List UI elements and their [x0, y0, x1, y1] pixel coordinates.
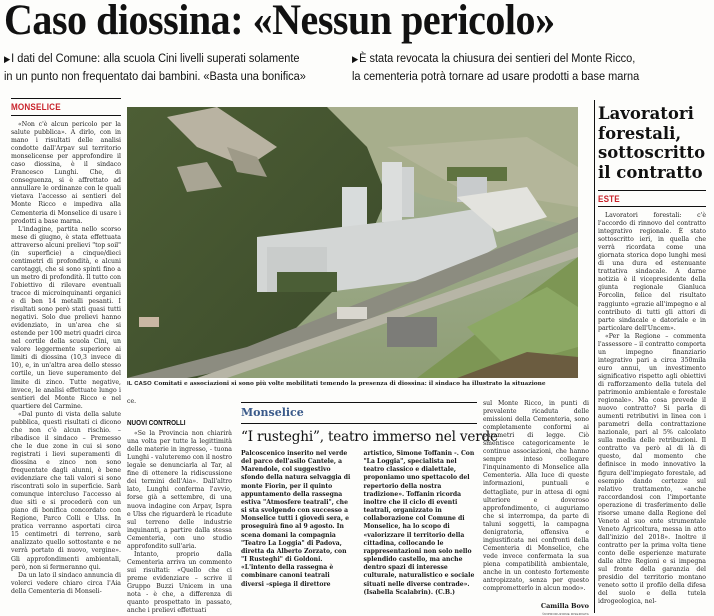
article-paragraph: Da un lato il sindaco annuncia di volerci vedere chiaro circa l'Aia della Cementeria di Monseli-	[11, 571, 121, 595]
divider	[11, 115, 121, 116]
side-article-forestali	[598, 104, 706, 606]
subheadline-left	[4, 50, 342, 85]
divider	[241, 402, 477, 403]
author-signature: Camilla Bovo	[540, 602, 589, 611]
box-kicker: Monselice	[241, 406, 304, 419]
sidebar-article-rusteghi	[241, 402, 498, 597]
article-paragraph-tail: ce.	[127, 398, 137, 405]
box-column-1: Palcoscenico inserito nel verde del parco dell'asilo Cantele, a Marendole, col suggestivo sfondo della natura selvaggia di monte Fiorin, per il quinto appuntamento della rassegna estiva "Atmosfere teatrali", che si sta svolgendo con successo a Monselice tutti i giovedì sera, e proseguirà fino al 9 agosto. In scena domani la compagnia "Teatro La Loggia" di Padova, diretta da Alberto Zorzato, con "I Rusteghi" di Goldoni. «L'intento della rassegna è combinare canoni teatrali diversi –spiega il direttore	[241, 450, 351, 588]
caption-kicker: IL CASO	[127, 381, 152, 387]
article-column-left	[11, 98, 121, 596]
copyright-notice: ©RIPRODUZIONE RISERVATA	[542, 612, 589, 616]
caption-text: Comitati e associazioni si sono più volte mobilitati temendo la presenza di diossina: il sindaco ha illustrato la situazione	[153, 381, 546, 387]
cement-plant-aerial-photo	[127, 107, 578, 378]
section-subhead: NUOVI CONTROLLI	[127, 420, 186, 428]
article-paragraph: «Se la Provincia non chiarirà una volta per tutte la legittimità delle materie in ingresso, - tuona Lunghi - valuteremo con il nostro legale se denunciarla al Tar, al fine di ottenere la ridiscussione dei termini dell'Aia». Dall'altro lato, Lunghi conferma l'avvio, forse già a settembre, di una nuova indagine con Arpav, Ispra e Ulss che riguarderà le ricadute sul terreno delle industrie inquinanti, a partire dalla stessa Cementeria, con uno studio approfondito sull'aria.	[127, 430, 232, 550]
subheadline-right	[352, 50, 708, 85]
section-kicker: MONSELICE	[11, 102, 61, 112]
subheadline-right-line1: È stata revocata la chiusura dei sentieri del Monte Ricco,	[359, 51, 636, 65]
article-paragraph: «Dal punto di vista della salute pubblica, questi risultati ci dicono che non c'è alcun rischio. – ribadisce il sindaco – Premesso che le due zone in cui si sono registrati i lievi superamenti di diossina e zinco non sono frequentate dagli alunni, è bene evidenziare che tali valori si sono riscontrati solo in superficie. Sarà comunque intercluso l'accesso ai due siti e si procederà con un piano di bonifica concordato con Regione, Parco Colli e Ulss. In pratica verranno asportati circa 15 centimetri di terreno, sarà analizzato quello sottostante e ne verrà portato di nuovo, vergine». Gli approfondimenti ambientali, però, non si fermeranno qui.	[11, 410, 121, 571]
side-paragraph: Lavoratori forestali: c'è l'accordo di rinnovo del contratto integrativo regionale. È stato sottoscritto ieri, in quella che verrà ricordata come una giornata storica dopo lunghi mesi di una dura ed estenuante trattativa sindacale. A darne notizia è il vicepresidente della giunta regionale Gianluca Forcolin, felice del risultato raggiunto «grazie all'impegno e al contributo di tutti gli attori di parte sindacale e datoriale e in particolare dell'Uncem».	[598, 212, 706, 332]
side-kicker: ESTE	[598, 194, 620, 204]
side-article-title: Lavoratori forestali, sottoscritto il contratto	[598, 104, 706, 182]
box-column-2: artistico, Simone Toffanin -. Con "La Loggia", specialista nel teatro classico e dialettale, proponiamo uno spettacolo del repertorio della nostra tradizione». Toffanin ricorda inoltre che il ciclo di eventi teatrali, organizzato in collaborazione col Comune di Monselice, ha lo scopo di «valorizzare il territorio della cittadina, collocando le rappresentazioni non solo nello splendido castello, ma anche dentro spazi di interesse culturale, naturalistico e sociale situati nelle diverse contrade». (Isabella Scalabrin). (C.B.)	[363, 450, 475, 596]
side-paragraph: «Per la Regione – commenta l'assessore – il contratto comporta un impegno finanziario integrativo pari a circa 350mila euro annui, un investimento significativo rispetto agli obiettivi di rafforzamento della tutela del patrimonio ambientale e forestale regionale». Ma cosa prevede il nuovo contratto? Si parla di aumenti retributivi in linea con i parametri della contrattazione nazionale, pari al 5% calcolato sulla media delle retribuzioni. Il contratto va però al di là di questo, dal momento che definisce in modo innovativo la figura dell'impiegato forestale, ad esempio dando certezze sul relativo trattamento, «anche raccordandosi con l'importante operazione di trasferimento delle risorse umane dalla Regione del Veneto al suo ente strumentale Veneto Agricoltura, messa in atto dall'inizio del 2018». Inoltre il contratto per la prima volta tiene conto delle esperienze maturate dalle altre Regioni e si impegna sul fronte della garanzia del presidio del territorio montano veneto sotto il profilo della difesa del suolo e della tutela idrogeologica, nel-	[598, 332, 706, 606]
divider	[598, 206, 706, 207]
article-column-middle	[127, 398, 232, 615]
photo-illustration	[127, 107, 578, 378]
column-divider	[594, 100, 595, 613]
subheadline-left-line2: in un punto non frequentato dai bambini. «Basta una bonifica»	[4, 69, 306, 83]
subheadline-left-line1: I dati del Comune: alla scuola Cini livelli superati solamente	[11, 51, 300, 65]
article-paragraph: L'indagine, partita nello scorso mese di giugno, è stata effettuata attraverso alcuni prelievi "top soil" (in superficie) a cinque/dieci centimetri di profondità, e alcuni carotaggi, che si sono spinti fino a un metro di profondità. Il tutto con l'obiettivo di rilevare eventuali tracce di microinquinanti organici e di ben 14 metalli pesanti. I risultati sono però stati quasi tutti negativi. Solo due prelievi hanno evidenziato, in un'area che si estende per 100 metri quadri circa nel cortile della scuola Cini, un valore leggermente superiore ai limiti di diossina (10,3 invece di 10), e, in un'altra area dello stesso cortile, un lieve superamento del limite di zinco. Tutte negative, invece, le analisi effettuate lungo i sentieri del Monte Ricco e nel quartiere del Carmine.	[11, 225, 121, 410]
divider	[11, 98, 121, 99]
headline: Caso diossina: «Nessun pericolo»	[4, 0, 555, 44]
article-paragraph: Intanto, proprio dalla Cementeria arriva un commento sui risultati: «Quello che ci preme evidenziare – scrive il Gruppo Buzzi Unicem in una nota - è che, a differenza di quanto prospettato in passato, anche i prelievi effettuati	[127, 550, 232, 615]
article-paragraph: «Non c'è alcun pericolo per la salute pubblica». A dirlo, con in mano i risultati delle analisi condotte dall'Arpav sul territorio monselicense per approfondire il caso diossina, è il sindaco Francesco Lunghi. Che, di conseguenza, si è affrettato ad annullare le ordinanze con le quali vietava l'accesso ai sentieri del Monte Ricco e impediva alla Cementeria di Monselice di usare i prodotti a base marna.	[11, 121, 121, 225]
photo-caption	[127, 381, 597, 387]
triangle-bullet-icon: ▶	[352, 54, 359, 64]
divider	[598, 190, 706, 191]
subheadline-right-line2: la cementeria potrà tornare ad usare prodotti a base marna	[352, 69, 640, 83]
triangle-bullet-icon: ▶	[4, 54, 11, 64]
divider	[241, 423, 477, 424]
article-paragraph: sul Monte Ricco, in punti di prevalente ricaduta delle emissioni della Cementeria, sono completamente conformi ai parametri di legge. Ciò smentisce categoricamente le continue associazioni, che hanno sempre inteso collegare l'inquinamento di Monselice alla Cementeria. Alla luce di queste informazioni, puntuali e dettagliate, pur in attesa di ogni ulteriore e doveroso approfondimento, ci auguriamo che si interrompa, da parte di taluni soggetti, la campagna denigratoria, offensiva e ingiustificata nei confronti della Cementeria di Monselice, che vede invece confermata la sua piena compatibilità ambientale, anche in un contesto fortemente antropizzato, senza per questo comprometterlo in alcun modo».	[483, 400, 589, 593]
article-column-continuation	[483, 400, 589, 616]
box-title: “I rusteghi”, teatro immerso nel verde	[241, 429, 498, 445]
